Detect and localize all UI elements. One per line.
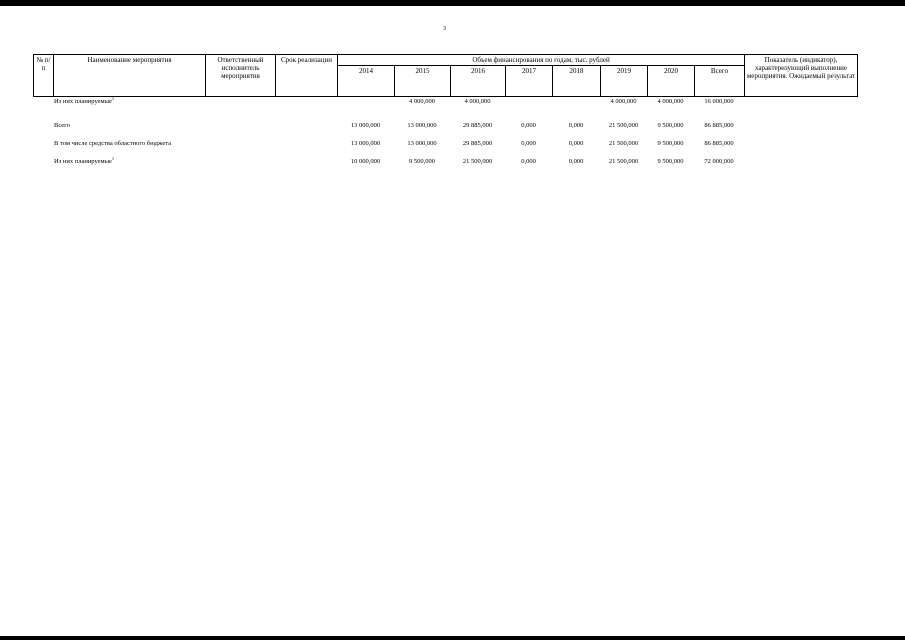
cell-value: 13 000,000 bbox=[350, 140, 381, 147]
cell-total: 86 885,000 bbox=[704, 122, 734, 129]
header-year-total: Всего bbox=[695, 66, 745, 97]
header-year: 2018 bbox=[553, 66, 601, 97]
cell-total: 72 000,000 bbox=[704, 158, 734, 165]
funding-table-header bbox=[33, 54, 858, 97]
cell-value: 4 000,000 bbox=[409, 98, 435, 105]
cell-value: 0,000 bbox=[521, 158, 536, 165]
table-row bbox=[33, 158, 857, 176]
cell-value: 9 500,000 bbox=[657, 122, 684, 129]
header-num: № п/п bbox=[34, 55, 54, 97]
row-label: Из них планируемые$^1$ bbox=[54, 156, 115, 165]
cell-value bbox=[337, 98, 394, 116]
cell-value bbox=[505, 98, 552, 116]
cell-value: 29 885,000 bbox=[462, 122, 493, 129]
cell-value: 0,000 bbox=[521, 140, 536, 147]
cell-value: 21 500,000 bbox=[608, 158, 639, 165]
header-year: 2020 bbox=[648, 66, 695, 97]
row-label: Всего bbox=[54, 122, 70, 129]
cell-value: 9 500,000 bbox=[657, 158, 684, 165]
cell-value: 21 500,000 bbox=[462, 158, 493, 165]
cell-value: 13 000,000 bbox=[407, 122, 437, 129]
row-label: В том числе средства областного бюджета bbox=[54, 140, 172, 147]
header-funding: Объем финансирования по годам, тыс. рублей bbox=[338, 55, 745, 66]
header-year: 2015 bbox=[395, 66, 451, 97]
header-year: 2017 bbox=[506, 66, 553, 97]
cell-value: 29 885,000 bbox=[462, 140, 493, 147]
header-executor: Ответственный исполнитель мероприятия bbox=[206, 55, 276, 97]
cell-value: 21 500,000 bbox=[608, 140, 639, 147]
cell-value: 0,000 bbox=[568, 140, 584, 147]
cell-value: 4 000,000 bbox=[610, 98, 637, 105]
cell-value: 0,000 bbox=[568, 158, 584, 165]
funding-table-body bbox=[33, 98, 857, 176]
cell-value: 10 000,000 bbox=[350, 158, 381, 165]
table-row bbox=[33, 140, 857, 158]
cell-value: 0,000 bbox=[568, 122, 584, 129]
top-border-bar bbox=[0, 0, 905, 6]
table-row bbox=[33, 122, 857, 140]
page-number: 3 bbox=[443, 26, 446, 32]
cell-value: 4 000,000 bbox=[464, 98, 491, 105]
cell-total: 86 885,000 bbox=[704, 140, 734, 147]
row-label: Из них планируемые$^1$ bbox=[54, 96, 115, 105]
header-year: 2019 bbox=[601, 66, 648, 97]
header-name: Наименование мероприятия bbox=[54, 55, 206, 97]
header-year: 2014 bbox=[338, 66, 395, 97]
cell-value: 4 000,000 bbox=[657, 98, 684, 105]
cell-value: 13 000,000 bbox=[350, 122, 381, 129]
cell-total: 16 000,000 bbox=[704, 98, 734, 105]
cell-value: 9 500,000 bbox=[409, 158, 435, 165]
table-row bbox=[33, 98, 857, 116]
header-year: 2016 bbox=[451, 66, 506, 97]
cell-value: 13 000,000 bbox=[407, 140, 437, 147]
cell-value: 21 500,000 bbox=[608, 122, 639, 129]
cell-value: 0,000 bbox=[521, 122, 536, 129]
cell-value: 9 500,000 bbox=[657, 140, 684, 147]
cell-value bbox=[552, 98, 600, 116]
bottom-border-bar bbox=[0, 636, 905, 640]
header-term: Срок реализации bbox=[276, 55, 338, 97]
header-indicator: Показатель (индикатор), характеризующий выполнение мероприятия. Ожидаемый результат bbox=[745, 55, 858, 97]
